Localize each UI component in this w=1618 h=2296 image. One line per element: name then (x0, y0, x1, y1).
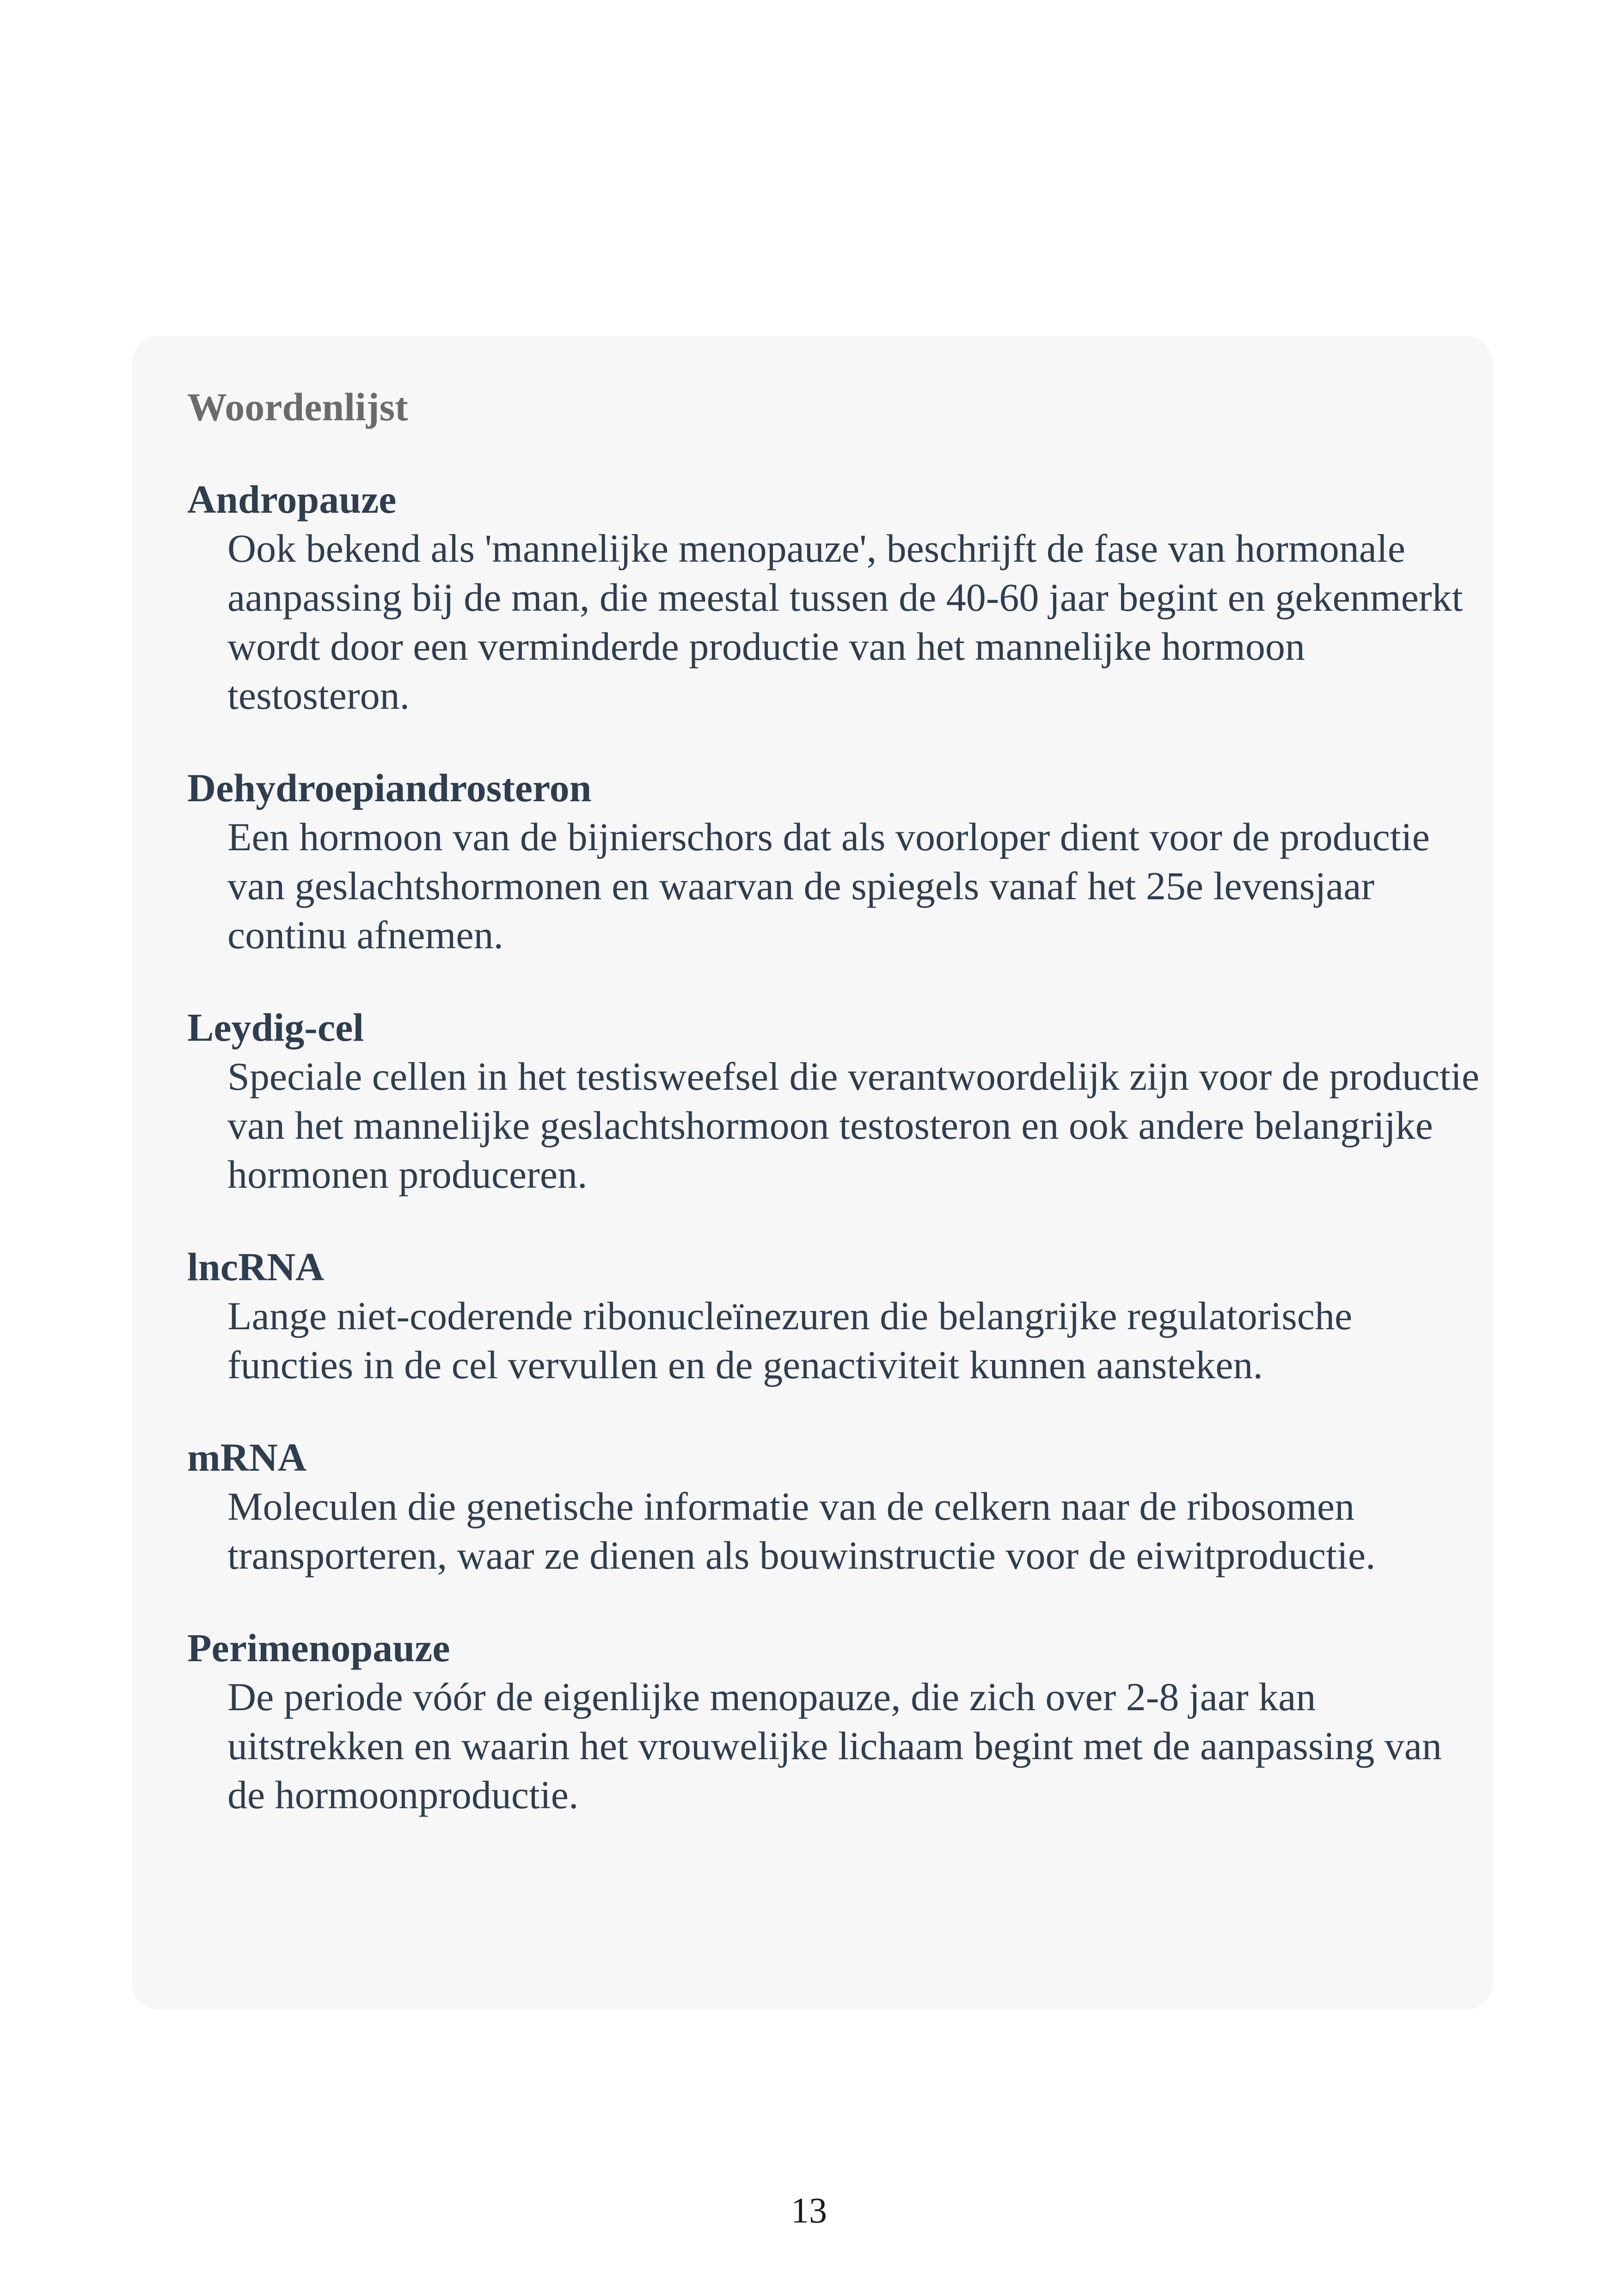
glossary-definition: Ook bekend als 'mannelijke menopauze', beschrijft de fase van hormonale aanpassing bij de man, die meestal tussen de 40-60 jaar begint en gekenmerkt wordt door een verminderde productie van het mannelijke hormoon testosteron. (227, 526, 1463, 718)
glossary-entry (187, 764, 1493, 959)
glossary-definition: Moleculen die genetische informatie van de celkern naar de ribosomen transporteren, waar ze dienen als bouwinstructie voor de eiwitproductie. (227, 1484, 1376, 1578)
glossary-entry (187, 1624, 1493, 1819)
glossary-definition: Lange niet-coderende ribonucleïnezuren die belangrijke regulatorische functies in de cel vervullen en de genactiviteit kunnen aansteken. (227, 1294, 1353, 1387)
glossary-term: Dehydroepiandrosteron (187, 766, 592, 810)
glossary-box (132, 336, 1493, 2010)
glossary-term: Perimenopauze (187, 1626, 450, 1670)
glossary-term: mRNA (187, 1435, 306, 1480)
glossary-title: Woordenlijst (187, 385, 408, 429)
glossary-definition: Een hormoon van de bijnierschors dat als voorloper dient voor de productie van geslachtshormonen en waarvan de spiegels vanaf het 25e levensjaar continu afnemen. (227, 815, 1430, 957)
page-number: 13 (791, 2190, 827, 2230)
glossary-entry (187, 1243, 1493, 1389)
glossary-definition: Speciale cellen in het testisweefsel die verantwoordelijk zijn voor de productie van het mannelijke geslachtshormoon testosteron en ook andere belangrijke hormonen produceren. (227, 1054, 1480, 1197)
glossary-term: Leydig-cel (187, 1005, 364, 1050)
glossary-entry (187, 1003, 1493, 1199)
glossary-entry (187, 1433, 1493, 1580)
glossary-entry (187, 475, 1493, 720)
glossary-entries (187, 475, 1493, 1819)
glossary-term: lncRNA (187, 1245, 325, 1289)
glossary-definition: De periode vóór de eigenlijke menopauze, die zich over 2-8 jaar kan uitstrekken en waarin het vrouwelijke lichaam begint met de aanpassing van de hormoonproductie. (227, 1675, 1442, 1817)
glossary-term: Andropauze (187, 477, 397, 522)
